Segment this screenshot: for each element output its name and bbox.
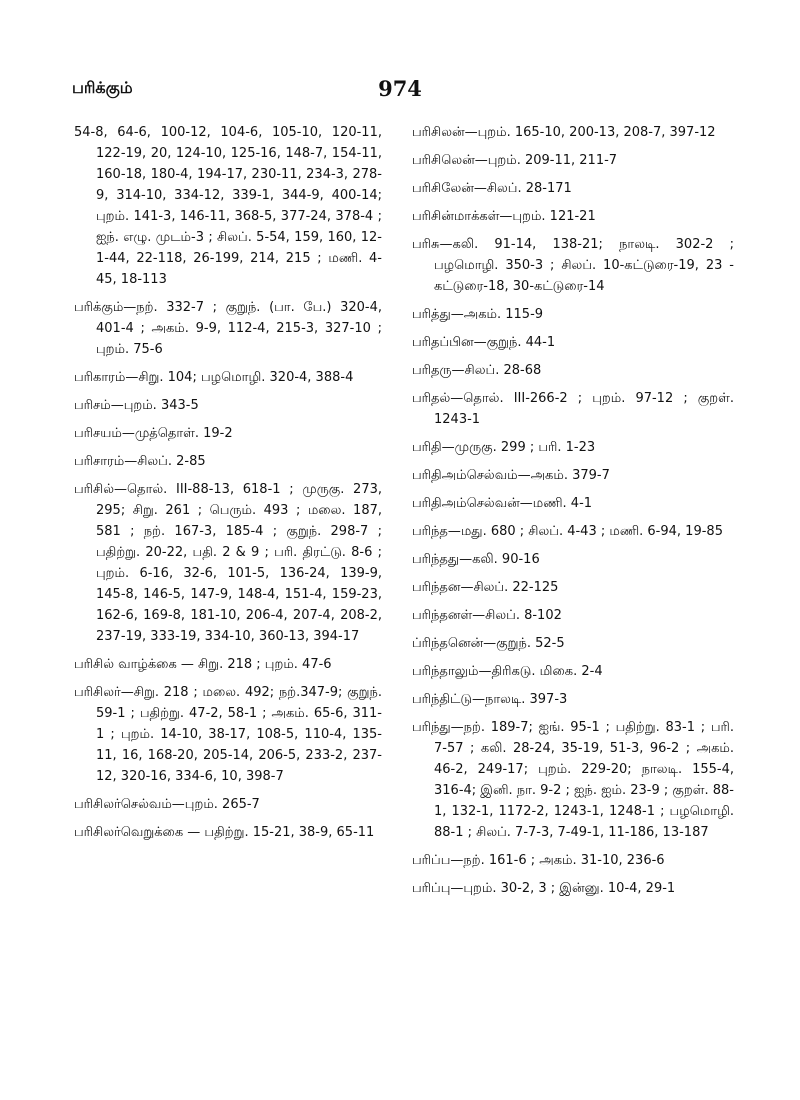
index-entry: பரிந்தன—சிலப். 22-125 <box>412 580 559 595</box>
index-entry: பரிந்த—மது. 680 ; சிலப். 4-43 ; மணி. 6-94, 19-85 <box>412 524 723 539</box>
index-entry: பரிசம்—புறம். 343-5 <box>74 398 199 413</box>
index-entry: பரிசிலர்—சிறு. 218 ; மலை. 492; நற்.347-9; குறுந். 59-1 ; பதிற்று. 47-2, 58-1 ; அகம். 65-6, 311-1 ; புறம். 14-10, 38-17, 108-5, 110-4, 135-11, 16, 168-20, 205-14, 206-5, 233-2, 237-12, 320-16, 334-6, 10, 398-7 <box>74 685 382 784</box>
index-entry: பரித்து—அகம். 115-9 <box>412 307 544 322</box>
index-entry: பரிசில் வாழ்க்கை — சிறு. 218 ; புறம். 47-6 <box>74 657 332 672</box>
index-entry: பரிசிலர்வெறுக்கை — பதிற்று. 15-21, 38-9, 65-11 <box>74 825 375 840</box>
page-number: 974 <box>378 76 422 101</box>
index-entry: 54-8, 64-6, 100-12, 104-6, 105-10, 120-11, 122-19, 20, 124-10, 125-16, 148-7, 154-11, 160-18, 180-4, 194-17, 230-11, 234-3, 278-9, 314-10, 334-12, 339-1, 344-9, 400-14; புறம். 141-3, 146-11, 368-5, 377-24, 378-4 ; ஐந். எழு. முடம்-3 ; சிலப். 5-54, 159, 160, 12-1-44, 22-118, 26-199, 214, 215 ; மணி. 4-45, 18-113 <box>74 125 382 287</box>
index-entry: பரிசிலன்—புறம். 165-10, 200-13, 208-7, 397-12 <box>412 125 716 140</box>
index-entry: பரிதல்—தொல். III-266-2 ; புறம். 97-12 ; குறள். 1243-1 <box>412 391 734 427</box>
index-entry: பரிகாரம்—சிறு. 104; பழமொழி. 320-4, 388-4 <box>74 370 354 385</box>
index-entry: பரிசிலென்—புறம். 209-11, 211-7 <box>412 153 618 168</box>
index-entry: பரிசிலேன்—சிலப். 28-171 <box>412 181 572 196</box>
index-entry: பரிதப்பின—குறுந். 44-1 <box>412 335 556 350</box>
index-entry: பரிக்கும்—நற். 332-7 ; குறுந். (பா. பே.) 320-4, 401-4 ; அகம். 9-9, 112-4, 215-3, 327-10 ; புறம். 75-6 <box>74 300 382 357</box>
running-head: பரிக்கும் <box>72 78 133 97</box>
index-entry: ப்ரிந்தனென்—குறுந். 52-5 <box>412 636 565 651</box>
index-entry: பரிதி—முருகு. 299 ; பரி. 1-23 <box>412 440 596 455</box>
index-entry: பரிசயம்—முத்தொள். 19-2 <box>74 426 233 441</box>
index-entry: பரிசிலர்செல்வம்—புறம். 265-7 <box>74 797 260 812</box>
index-entry: பரிந்தாலும்—திரிகடு. மிகை. 2-4 <box>412 664 603 679</box>
index-entry: பரிந்தது—கலி. 90-16 <box>412 552 540 567</box>
index-entry: பரிப்ப—நற். 161-6 ; அகம். 31-10, 236-6 <box>412 853 665 868</box>
right-column <box>412 122 734 906</box>
left-column <box>74 122 382 850</box>
index-entry: பரிதரு—சிலப். 28-68 <box>412 363 542 378</box>
index-entry: பரிந்து—நற். 189-7; ஐங். 95-1 ; பதிற்று. 83-1 ; பரி. 7-57 ; கலி. 28-24, 35-19, 51-3, 96-2 ; அகம். 46-2, 249-17; புறம். 229-20; நாலடி. 155-4, 316-4; இனி. நா. 9-2 ; ஐந். ஐம். 23-9 ; குறள். 88-1, 132-1, 1172-2, 1243-1, 1248-1 ; பழமொழி. 88-1 ; சிலப். 7-7-3, 7-49-1, 11-186, 13-187 <box>412 720 734 840</box>
index-entry: பரிசாரம்—சிலப். 2-85 <box>74 454 206 469</box>
index-entry: பரிந்திட்டு—நாலடி. 397-3 <box>412 692 568 707</box>
index-entry: பரிதிஅம்செல்வம்—அகம். 379-7 <box>412 468 610 483</box>
index-entry: பரிந்தனள்—சிலப். 8-102 <box>412 608 562 623</box>
index-entry: பரிசு—கலி. 91-14, 138-21; நாலடி. 302-2 ; பழமொழி. 350-3 ; சிலப். 10-கட்டுரை-19, 23 - கட்டுரை-18, 30-கட்டுரை-14 <box>412 237 734 294</box>
index-entry: பரிதிஅம்செல்வன்—மணி. 4-1 <box>412 496 593 511</box>
index-entry: பரிப்பு—புறம். 30-2, 3 ; இன்னு. 10-4, 29-1 <box>412 881 676 896</box>
index-entry: பரிசின்மாக்கள்—புறம். 121-21 <box>412 209 596 224</box>
index-entry: பரிசில்—தொல். III-88-13, 618-1 ; முருகு. 273, 295; சிறு. 261 ; பெரும். 493 ; மலை. 187, 581 ; நற். 167-3, 185-4 ; குறுந். 298-7 ; பதிற்று. 20-22, பதி. 2 & 9 ; பரி. திரட்டு. 8-6 ; புறம். 6-16, 32-6, 101-5, 136-24, 139-9, 145-8, 146-5, 147-9, 148-4, 151-4, 159-23, 162-6, 169-8, 181-10, 206-4, 207-4, 208-2, 237-19, 333-19, 334-10, 360-13, 394-17 <box>74 482 382 644</box>
